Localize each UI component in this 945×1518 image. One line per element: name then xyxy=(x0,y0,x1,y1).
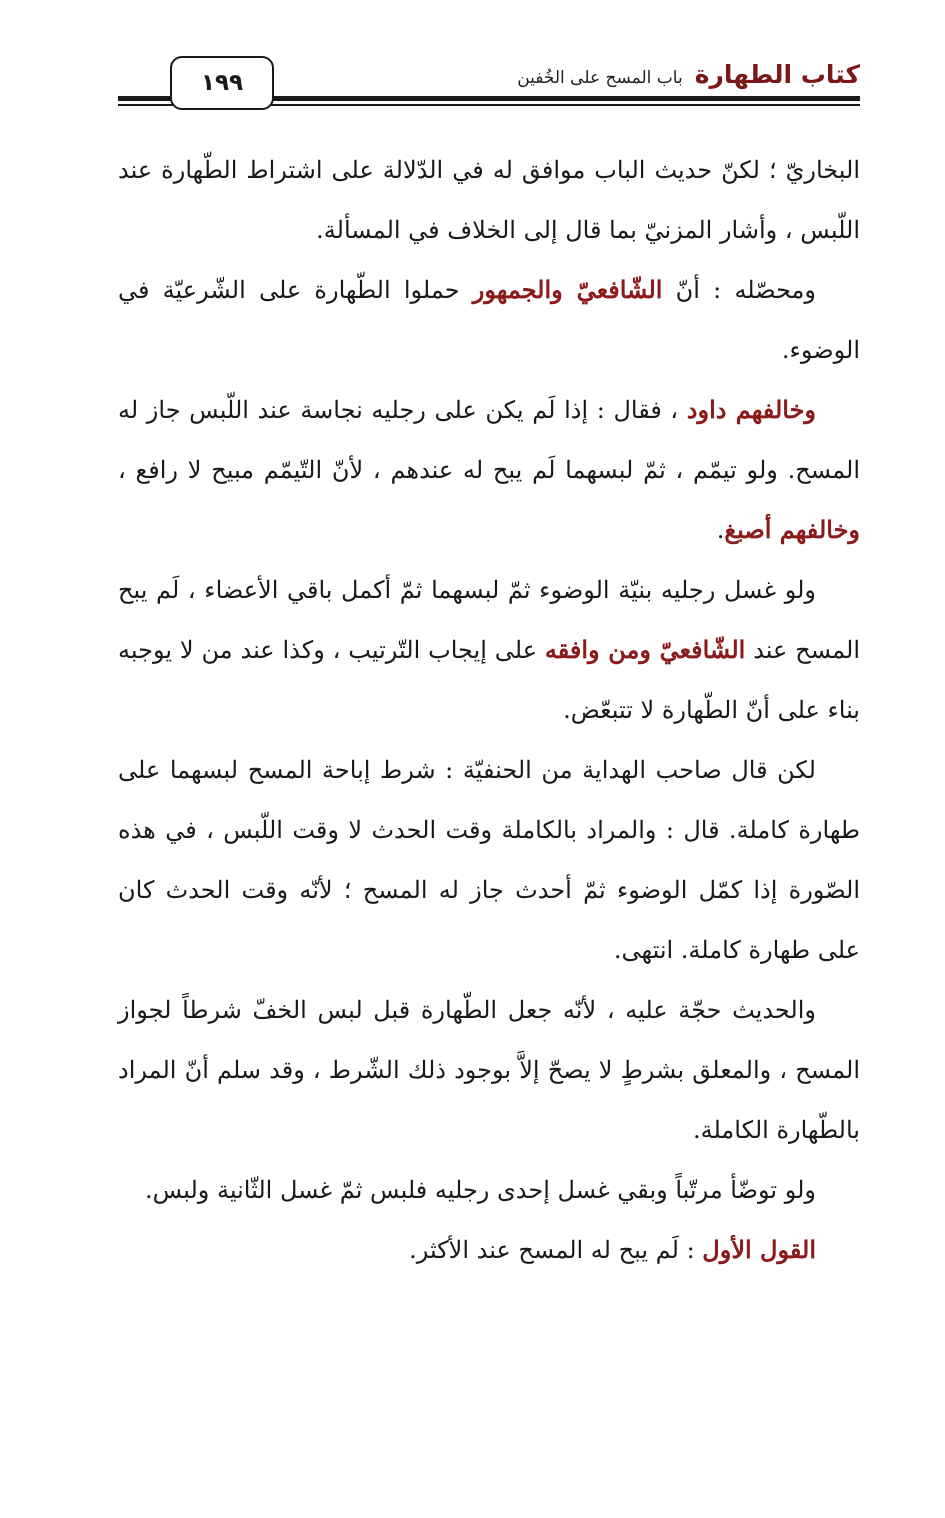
book-title: كتاب الطهارة xyxy=(694,60,860,89)
highlighted-term: الشّافعيّ والجمهور xyxy=(472,275,663,304)
highlighted-term: الشّافعيّ ومن وافقه xyxy=(544,635,746,664)
page-header xyxy=(118,54,860,110)
running-head xyxy=(517,60,860,89)
highlighted-term: القول الأول xyxy=(702,1235,816,1264)
paragraph-text: والحديث حجّة عليه ، لأنّه جعل الطّهارة قبل لبس الخفّ شرطاً لجواز المسح ، والمعلق بشرطٍ لا يصحّ إلاَّ بوجود ذلك الشّرط ، وقد سلم أنّ المراد بالطّهارة الكاملة. xyxy=(118,996,860,1144)
highlighted-term: وخالفهم أصبغ xyxy=(724,515,860,544)
paragraph-text: على إيجاب التّرتيب ، وكذا عند من لا يوجبه بناء على أنّ الطّهارة لا تتبعّض. xyxy=(118,636,860,724)
chapter-title: باب المسح على الخُفين xyxy=(517,68,683,88)
paragraph-text: ولو توضّأ مرتّباً وبقي غسل إحدى رجليه فلبس ثمّ غسل الثّانية ولبس. xyxy=(145,1176,816,1204)
paragraph-1 xyxy=(118,140,860,260)
paragraph-3 xyxy=(118,380,860,560)
paragraph-text: حملوا الطّهارة على الشّرعيّة في الوضوء. xyxy=(118,276,860,364)
paragraph-2 xyxy=(118,260,860,380)
paragraph-text: : لَم يبح له المسح عند الأكثر. xyxy=(409,1236,703,1264)
paragraph-text: ، فقال : إذا لَم يكن على رجليه نجاسة عند اللّبس جاز له المسح. ولو تيمّم ، ثمّ لبسهما لَم يبح له عندهم ، لأنّ التّيمّم مبيح لا رافع ، xyxy=(118,396,860,484)
paragraph-text: . xyxy=(716,516,725,544)
page-body xyxy=(118,140,860,1280)
paragraph-4 xyxy=(118,560,860,740)
paragraph-5 xyxy=(118,740,860,980)
paragraph-text: لكن قال صاحب الهداية من الحنفيّة : شرط إباحة المسح لبسهما على طهارة كاملة. قال : والمراد بالكاملة وقت الحدث لا وقت اللّبس ، في هذه الصّورة إذا كمّل الوضوء ثمّ أحدث جاز له المسح ؛ لأنّه وقت الحدث كان على طهارة كاملة. انتهى. xyxy=(118,756,861,964)
paragraph-text: ومحصّله : أنّ xyxy=(662,276,817,304)
page-number: ١٩٩ xyxy=(170,56,274,110)
paragraph-6 xyxy=(118,980,860,1160)
paragraph-8 xyxy=(118,1220,860,1280)
paragraph-text: ولو غسل رجليه بنيّة الوضوء ثمّ لبسهما ثمّ أكمل باقي الأعضاء ، لَم يبح المسح عند xyxy=(118,576,861,664)
paragraph-text: البخاريّ ؛ لكنّ حديث الباب موافق له في الدّلالة على اشتراط الطّهارة عند اللّبس ، وأشار المزنيّ بما قال إلى الخلاف في المسألة. xyxy=(118,156,860,244)
paragraph-7 xyxy=(118,1160,860,1220)
highlighted-term: وخالفهم داود xyxy=(686,395,817,424)
